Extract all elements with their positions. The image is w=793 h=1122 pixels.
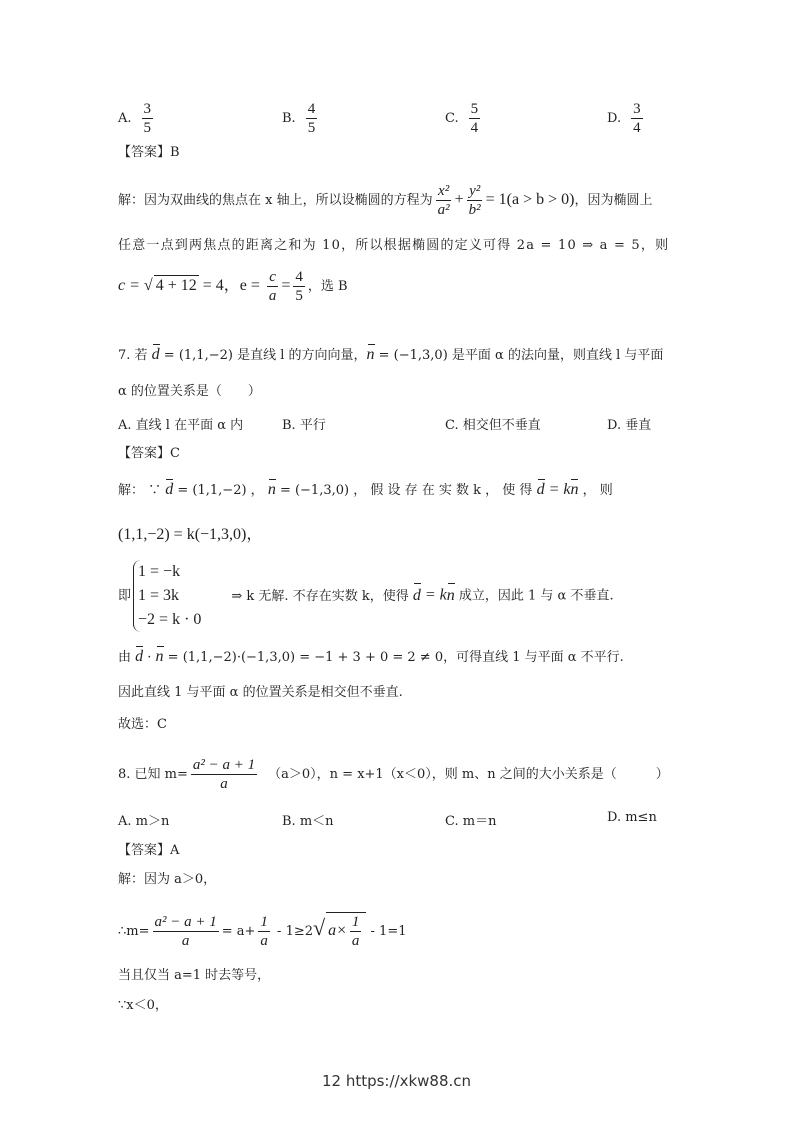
q8-option-a: A. m＞n bbox=[118, 814, 170, 829]
numerator: 3 bbox=[143, 101, 152, 117]
q6-option-a bbox=[118, 100, 156, 137]
q7-option-d: D. 垂直 bbox=[607, 418, 652, 433]
math: = bbox=[281, 277, 291, 294]
vector-n: n bbox=[366, 346, 375, 363]
math: = 1(a > b > 0) bbox=[485, 191, 575, 208]
vector-d: d bbox=[165, 481, 174, 498]
q7-option-a: A. 直线 l 在平面 α 内 bbox=[118, 418, 244, 433]
q7-stem-line1 bbox=[118, 345, 663, 366]
q6-answer: 【答案】B bbox=[118, 145, 180, 160]
denominator: a bbox=[181, 933, 190, 949]
numerator: 4 bbox=[307, 101, 316, 117]
denominator: 4 bbox=[470, 120, 479, 136]
numerator: x² bbox=[438, 183, 450, 199]
numerator: 5 bbox=[470, 101, 479, 117]
text: = (1,1,−2) 是直线 l 的方向向量， bbox=[159, 348, 367, 363]
option-label: D. bbox=[607, 111, 622, 126]
q7-option-b: B. 平行 bbox=[282, 418, 326, 433]
numerator: y² bbox=[469, 183, 481, 199]
q8-answer: 【答案】A bbox=[118, 843, 180, 858]
q8-solution-line2: ∴m= $\frac{\text{a² − a + 1}}{a}$ = a+ $\frac{1}{a}$ - 1≥2√ a× $\frac{1}{a}$ - 1=1 bbox=[118, 914, 407, 949]
text: ，因为椭圆上 bbox=[574, 193, 653, 208]
q7-answer: 【答案】C bbox=[118, 446, 180, 461]
text: 由 bbox=[118, 650, 136, 665]
sqrt bbox=[326, 912, 366, 950]
numerator: a² − a + 1 bbox=[192, 757, 256, 773]
page-footer bbox=[0, 1072, 793, 1090]
math: = k bbox=[420, 586, 447, 604]
option-label: B. bbox=[282, 111, 296, 126]
vector-d: d bbox=[135, 648, 144, 665]
text: （a＞0），n = x+1（x＜0），则 m、n 之间的大小关系是（ ） bbox=[268, 767, 669, 782]
q6-solution-line2: 任意一点到两焦点的距离之和为 10，所以根据椭圆的定义可得 2a = 10 ⇒ a = 5，则 bbox=[118, 238, 670, 253]
q8-stem bbox=[118, 756, 669, 793]
numerator: a² − a + 1 bbox=[154, 914, 217, 930]
text: - 1≥2 bbox=[272, 924, 314, 939]
q7-stem-line2: α 的位置关系是（ ） bbox=[118, 384, 261, 399]
denominator: a bbox=[268, 288, 277, 304]
denominator: a bbox=[351, 933, 360, 949]
vector-d: d bbox=[536, 481, 545, 498]
denominator: b² bbox=[468, 202, 481, 218]
text: - 1=1 bbox=[366, 924, 407, 939]
q6-solution-line3: c = √ 4 + 12 = 4，e = $\frac{c}{a}$ = $\frac{4}{5}$ ，选 B bbox=[118, 269, 348, 304]
text: 解： ∵ bbox=[118, 483, 166, 498]
text: = (1,1,−2)·(−1,3,0) = −1 + 3 + 0 = 2 ≠ 0，可得直线 1 与平面 α 不平行. bbox=[163, 650, 624, 665]
q7-solution-line1 bbox=[118, 480, 613, 501]
text: ， 则 bbox=[578, 483, 613, 498]
equation-system bbox=[133, 560, 201, 632]
equation: 1 = 3k bbox=[138, 587, 180, 604]
vector-n: n bbox=[155, 648, 164, 665]
q7-solution-line4 bbox=[118, 647, 624, 668]
text: 即 bbox=[118, 588, 132, 604]
q8-solution-line4: ∵x＜0， bbox=[118, 998, 168, 1013]
equation: 1 = −k bbox=[138, 563, 181, 580]
sqrt: 4 + 12 bbox=[155, 277, 197, 294]
text: · bbox=[143, 650, 156, 665]
q8-option-d: D. m≤n bbox=[607, 810, 657, 825]
q8-solution-line3: 当且仅当 a=1 时去等号， bbox=[118, 968, 271, 983]
math: c = bbox=[118, 277, 144, 294]
q6-solution-line1: 解：因为双曲线的焦点在 x 轴上，所以设椭圆的方程为 $\frac{\text{x²}}{\text{a²}}$ + $\frac{\text{y²}}{\text{b²}}$ = 1(a > b > 0)，因为椭圆上 bbox=[118, 183, 653, 218]
text: 成立，因此 1 与 α 不垂直. bbox=[454, 588, 614, 604]
denominator: 5 bbox=[307, 120, 316, 136]
denominator: a bbox=[220, 776, 228, 792]
text: = (−1,3,0) ， 假 设 存 在 实 数 k ， 使 得 bbox=[275, 483, 537, 498]
text: ⇒ k 无解. 不存在实数 k，使得 bbox=[231, 588, 413, 604]
numerator: 4 bbox=[295, 269, 303, 285]
page-number: 12 bbox=[321, 1072, 342, 1090]
q7-solution-line2: (1,1,−2) = k(−1,3,0)， bbox=[118, 526, 263, 543]
q8-option-c: C. m＝n bbox=[445, 814, 497, 829]
denominator: 5 bbox=[295, 288, 303, 304]
numerator: 3 bbox=[633, 101, 641, 117]
numerator: 1 bbox=[260, 914, 268, 930]
vector-d: d bbox=[151, 346, 160, 363]
vector-n: n bbox=[570, 481, 579, 498]
q7-solution-line5: 因此直线 1 与平面 α 的位置关系是相交但不垂直. bbox=[118, 685, 403, 700]
text: = (−1,3,0) 是平面 α 的法向量，则直线 l 与平面 bbox=[374, 348, 664, 363]
numerator: 1 bbox=[351, 914, 360, 930]
numerator: c bbox=[269, 269, 276, 285]
math: a× bbox=[328, 922, 347, 939]
q7-solution-system bbox=[118, 560, 614, 632]
q6-option-c bbox=[445, 100, 483, 137]
equation: −2 = k · 0 bbox=[138, 611, 202, 628]
q8-solution-line1: 解：因为 a＞0， bbox=[118, 872, 217, 887]
q7-solution-line6: 故选：C bbox=[118, 717, 167, 732]
footer-url[interactable]: https://xkw88.cn bbox=[345, 1072, 472, 1090]
vector-n: n bbox=[447, 584, 455, 608]
text: = a+ bbox=[221, 924, 256, 939]
denominator: 4 bbox=[633, 120, 641, 136]
q6-option-d bbox=[607, 100, 646, 137]
math: = k bbox=[544, 481, 571, 498]
denominator: a² bbox=[437, 202, 450, 218]
q7-option-c: C. 相交但不垂直 bbox=[445, 418, 541, 433]
text: 7. 若 bbox=[118, 348, 152, 363]
text: ∴m= bbox=[118, 924, 150, 939]
q6-option-b bbox=[282, 100, 320, 137]
vector-n: n bbox=[267, 481, 276, 498]
denominator: a bbox=[260, 933, 268, 949]
text: = (1,1,−2) ， bbox=[173, 483, 268, 498]
text: 8. 已知 m= bbox=[118, 767, 188, 782]
option-label: A. bbox=[118, 111, 132, 126]
denominator: 5 bbox=[143, 120, 152, 136]
text: ，选 B bbox=[307, 279, 348, 294]
math: = 4，e = bbox=[198, 277, 264, 294]
option-label: C. bbox=[445, 111, 459, 126]
q8-option-b: B. m＜n bbox=[282, 814, 334, 829]
vector-d: d bbox=[413, 584, 421, 608]
text: 解：因为双曲线的焦点在 x 轴上，所以设椭圆的方程为 bbox=[118, 193, 433, 208]
